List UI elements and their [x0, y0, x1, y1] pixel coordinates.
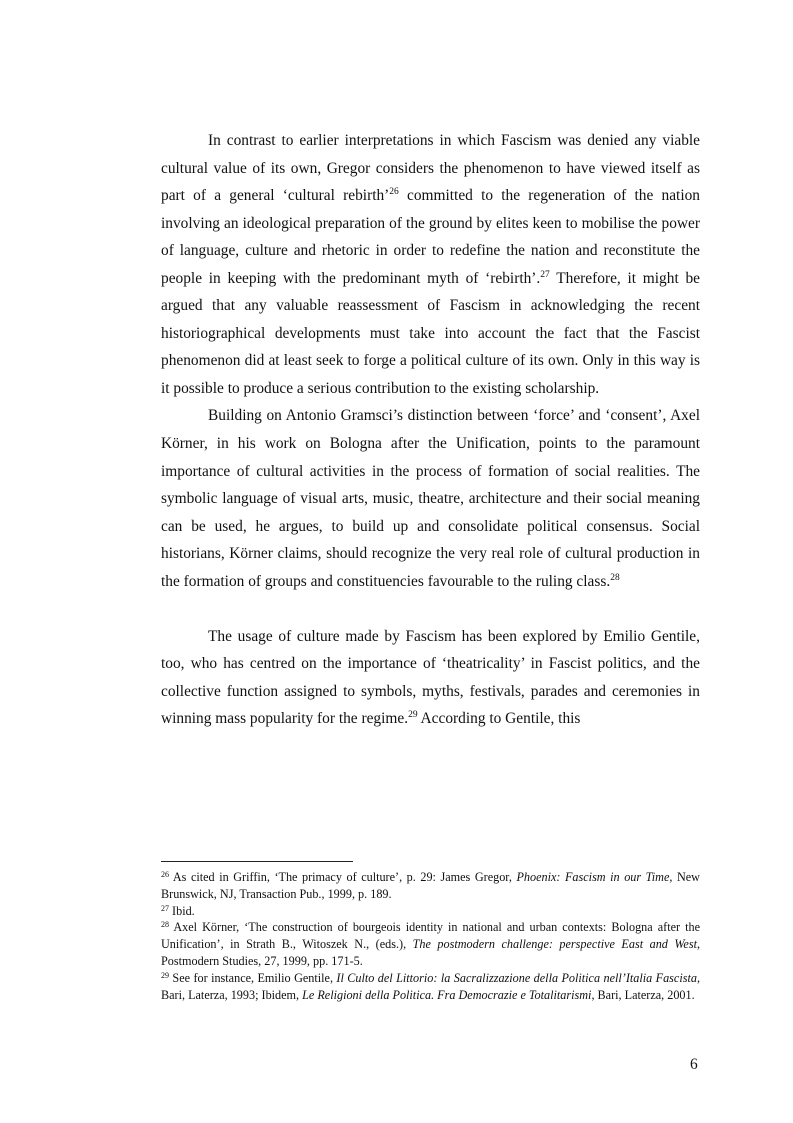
text-run: In contrast to earlier interpretations in which Fascism was denied any viable cultural value of its own, Gregor considers the phenomenon to have viewed itself as part of a general ‘cultural rebirth’: [161, 132, 700, 205]
text-run: , Bari, Laterza, 2001.: [591, 987, 695, 1002]
text-run: The usage of culture made by Fascism has been explored by Emilio Gentile, too, who has centred on the importance of ‘theatricality’ in Fascist politics, and the collective function assigned to symbols, myths, festivals, parades and ceremonies in winning mass popularity for the regime.: [161, 627, 700, 728]
text-run: Building on Antonio Gramsci’s distinction between ‘force’ and ‘consent’, Axel Körner, in his work on Bologna after the Unification, points to the paramount importance of cultural activities in the process of formation of social realities. The symbolic language of visual arts, music, theatre, architecture and their social meaning can be used, he argues, to build up and consolidate political consensus. Social historians, Körner claims, should recognize the very real role of cultural production in the formation of groups and constituencies favourable to the ruling class.: [161, 407, 700, 590]
footnote-separator: [161, 861, 353, 862]
italic-title: Il Culto del Littorio: la Sacralizzazione della Politica nell’Italia Fascista: [336, 970, 697, 985]
text-run: See for instance, Emilio Gentile,: [169, 970, 337, 985]
paragraph: [161, 623, 700, 733]
italic-title: The postmodern challenge: perspective East and West: [412, 937, 697, 952]
paragraph: [161, 127, 700, 402]
text-run: Axel Körner, ‘The construction of bourgeois identity in national and urban contexts: Bologna after the Unification’, in Strath B., Witoszek N., (eds.),: [161, 920, 700, 952]
italic-title: Phoenix: Fascism in our Time: [516, 870, 670, 884]
body-text: [161, 127, 700, 733]
page-number: 6: [690, 1056, 698, 1073]
text-run: , Postmodern Studies, 27, 1999, pp. 171-5.: [161, 937, 701, 968]
footnote-reference: 27: [540, 269, 550, 280]
footnotes: [161, 869, 700, 1003]
footnote-number: 29: [161, 970, 169, 980]
paragraph: [161, 402, 700, 595]
footnote-number: 26: [161, 870, 169, 879]
footnote-reference: 26: [389, 187, 399, 198]
text-run: As cited in Griffin, ‘The primacy of culture’, p. 29: James Gregor,: [169, 870, 517, 884]
text-run: Ibid.: [169, 903, 195, 918]
footnote-reference: 29: [408, 710, 418, 721]
italic-title: Le Religioni della Politica. Fra Democrazie e Totalitarismi: [302, 987, 592, 1002]
footnote-number: 27: [161, 903, 169, 913]
text-run: Therefore, it might be argued that any valuable reassessment of Fascism in acknowledging the recent historiographical developments must take into account the fact that the Fascist phenomenon did at least seek to forge a political culture of its own. Only in this way is it possible to produce a serious contribution to the existing scholarship.: [161, 269, 700, 397]
text-run: , Bari, Laterza, 1993; Ibidem,: [161, 970, 700, 1002]
footnote: [161, 869, 700, 903]
footnote: [161, 903, 700, 920]
footnote-reference: 28: [610, 572, 620, 583]
footnote: [161, 919, 700, 969]
text-run: According to Gentile, this: [417, 710, 581, 728]
text-run: , New Brunswick, NJ, Transaction Pub., 1999, p. 189.: [161, 870, 700, 901]
text-run: committed to the regeneration of the nation involving an ideological preparation of the ground by elites keen to mobilise the power of language, culture and rhetoric in order to redefine the nation and reconstitute the people in keeping with the predominant myth of ‘rebirth’.: [161, 187, 700, 287]
footnote: [161, 970, 700, 1004]
footnote-number: 28: [161, 920, 169, 930]
